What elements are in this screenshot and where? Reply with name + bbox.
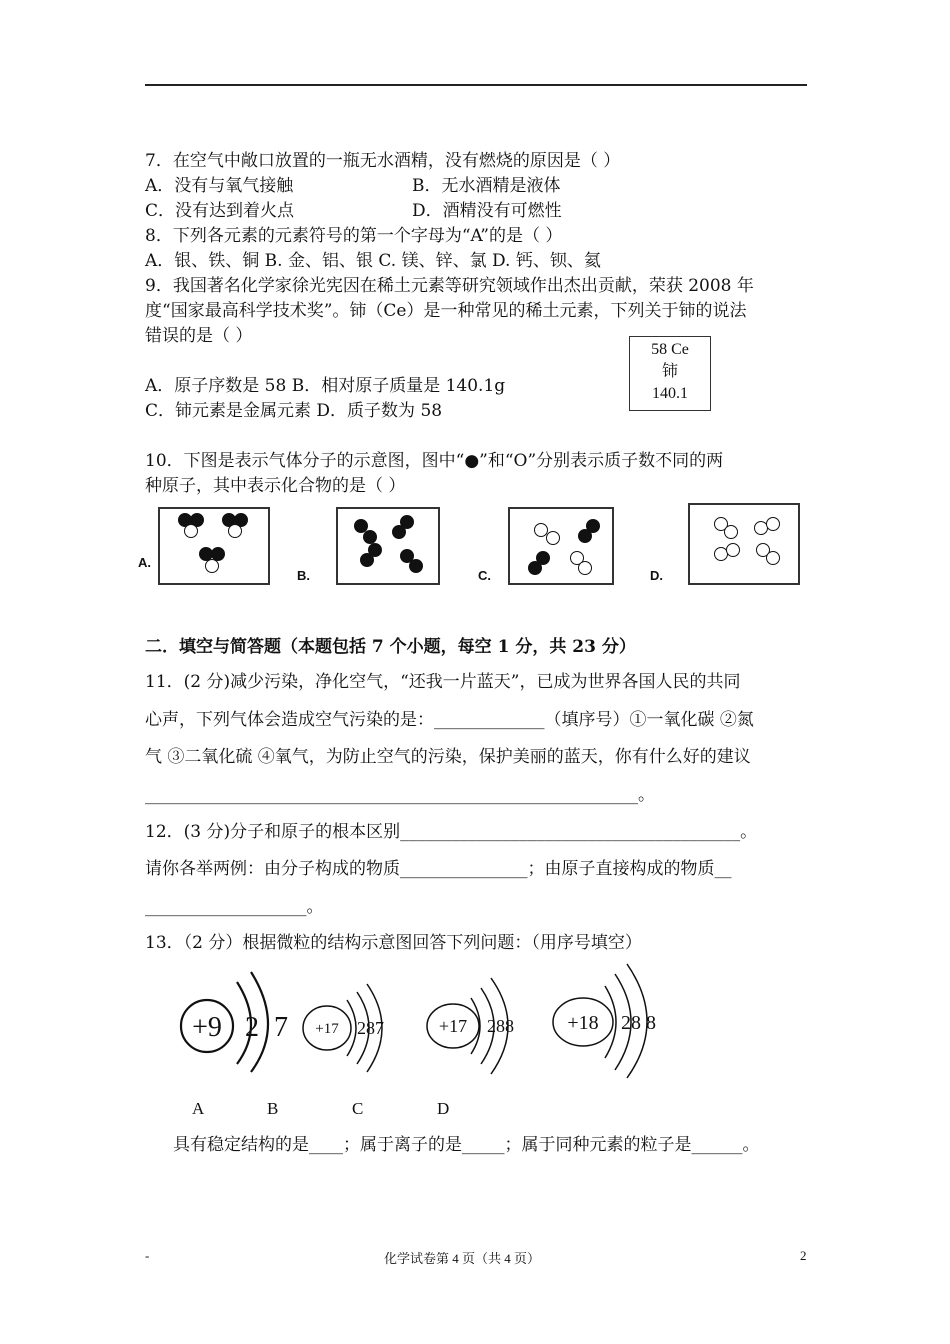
white-atom (766, 517, 780, 531)
atomic-structure-diagrams (165, 960, 685, 1080)
structure-c-nucleus: +17 (438, 1016, 468, 1036)
q13-stem: 13．（2 分）根据微粒的结构示意图回答下列问题：（用序号填空） (145, 933, 642, 953)
structure-a-shells: 2 7 (245, 1012, 292, 1043)
molecule-box-b (336, 507, 440, 585)
q11-line4: __________________________________________________________。 (145, 785, 655, 805)
black-atom (528, 561, 542, 575)
molecule-box-c (508, 507, 614, 585)
q11-line1: 11．(2 分)减少污染，净化空气，“还我一片蓝天”，已成为世界各国人民的共同 (145, 672, 741, 692)
black-atom (392, 525, 406, 539)
molecule-box-d (688, 503, 800, 585)
option-d-label: D. (650, 568, 663, 583)
q12-line2: 请你各举两例：由分子构成的物质_______________；由原子直接构成的物质__ (145, 859, 732, 879)
element-name: 铈 (661, 363, 678, 380)
structure-label-b: B (267, 1099, 279, 1118)
structure-d-nucleus: +18 (567, 1012, 599, 1034)
structure-c (427, 978, 514, 1074)
structure-label-a: A (192, 1099, 205, 1118)
q9-line3: 错误的是（ ） (145, 326, 253, 346)
structure-label-c: C (352, 1099, 364, 1118)
footer-page-number: 2 (800, 1248, 807, 1263)
q8-options: A．银、铁、铜 B. 金、铝、银 C. 镁、锌、氯 D. 钙、钡、氦 (145, 251, 601, 271)
structure-c-shells: 288 (487, 1016, 514, 1036)
white-atom (726, 543, 740, 557)
structure-label-d: D (437, 1099, 450, 1118)
q7-option-b: B．无水酒精是液体 (412, 176, 561, 196)
white-atom (578, 561, 592, 575)
q10-line2: 种原子，其中表示化合物的是（ ） (145, 476, 406, 496)
black-atom (363, 530, 377, 544)
element-mass: 140.1 (652, 385, 688, 402)
section2-title: 二．填空与简答题（本题包括 7 个小题，每空 1 分，共 23 分） (145, 637, 636, 657)
cerium-element-card (629, 336, 711, 411)
q12-line3: ___________________。 (145, 897, 324, 917)
black-atom (409, 559, 423, 573)
footer-center: 化学试卷第 4 页（共 4 页） (384, 1251, 541, 1266)
white-atom (724, 525, 738, 539)
q13-answer: 具有稳定结构的是____；属于离子的是_____；属于同种元素的粒子是______。 (173, 1135, 760, 1155)
structure-b-shells: 287 (357, 1018, 384, 1038)
structure-a (181, 972, 292, 1072)
q10-line1: 10．下图是表示气体分子的示意图，图中“●”和“O”分别表示质子数不同的两 (145, 451, 724, 471)
q9-line2: 度“国家最高科学技术奖”。铈（Ce）是一种常见的稀土元素，下列关于铈的说法 (145, 301, 747, 321)
q7-option-d: D．酒精没有可燃性 (412, 201, 562, 221)
structure-a-nucleus: +9 (192, 1012, 222, 1043)
structure-b (303, 984, 384, 1072)
q8-stem: 8．下列各元素的元素符号的第一个字母为“A”的是（ ） (145, 226, 563, 246)
option-b-label: B. (297, 568, 310, 583)
white-atom (228, 524, 242, 538)
q7-stem: 7．在空气中敞口放置的一瓶无水酒精，没有燃烧的原因是（ ） (145, 151, 621, 171)
white-atom (184, 524, 198, 538)
q12-line1: 12．(3 分)分子和原子的根本区别________________________________________。 (145, 822, 758, 842)
q11-line3: 气 ③二氧化硫 ④氧气，为防止空气的污染，保护美丽的蓝天，你有什么好的建议 (145, 747, 751, 767)
molecule-box-a (158, 507, 270, 585)
white-atom (766, 551, 780, 565)
white-atom (205, 559, 219, 573)
footer-left: - (145, 1248, 150, 1263)
black-atom (578, 529, 592, 543)
q9-options-ab: A．原子序数是 58 B．相对原子质量是 140.1g (145, 376, 506, 396)
q9-line1: 9．我国著名化学家徐光宪因在稀土元素等研究领域作出杰出贡献，荣获 2008 年 (145, 276, 754, 296)
black-atom (360, 553, 374, 567)
structure-b-nucleus: +17 (315, 1021, 339, 1037)
q7-option-a: A．没有与氧气接触 (145, 176, 294, 196)
structure-d (553, 964, 656, 1078)
element-number-symbol: 58 Ce (651, 341, 689, 358)
q11-line2: 心声，下列气体会造成空气污染的是：_____________（填序号）①一氧化碳 ②氮 (145, 710, 754, 730)
structure-d-shells: 28 8 (621, 1012, 656, 1034)
q7-option-c: C．没有达到着火点 (145, 201, 295, 221)
option-c-label: C. (478, 568, 491, 583)
q9-options-cd: C．铈元素是金属元素 D．质子数为 58 (145, 401, 443, 421)
header-rule (145, 84, 807, 86)
white-atom (546, 531, 560, 545)
option-a-label: A. (138, 555, 151, 570)
